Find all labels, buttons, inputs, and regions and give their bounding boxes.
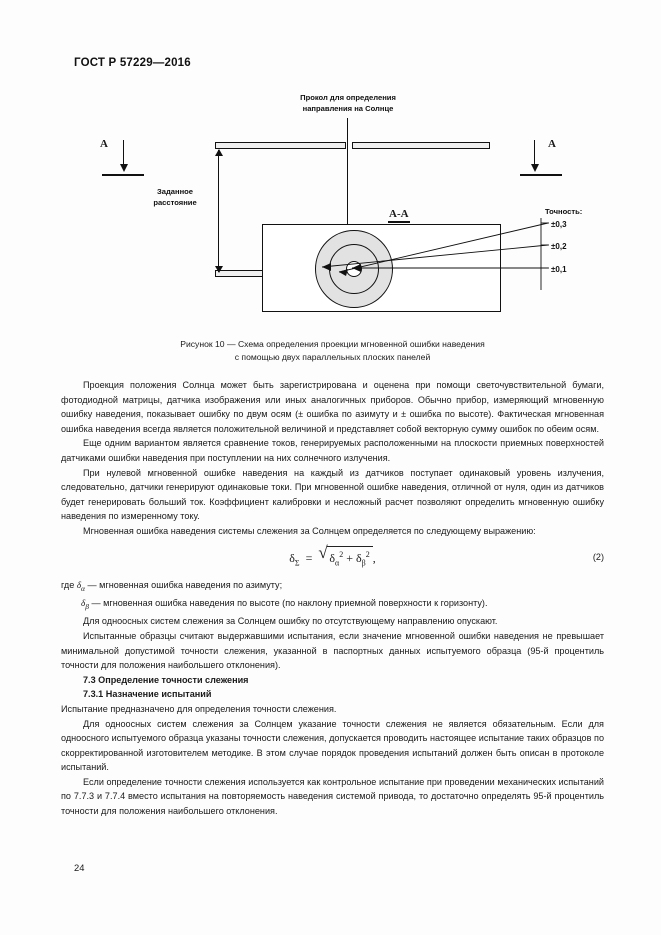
accuracy-ring-inner [346, 261, 362, 277]
paragraph-8: Для одноосных систем слежения за Солнцем указание точности слежения не является обязательным. Если для одноосного испытуемого образца указаны точности слежения, допускается проводить настоящее испытание таких образцов по скорректированной изготовителем методике. В этом случае порядок проведения испытаний должен быть описан в протоколе испытаний. [61, 718, 604, 773]
section-heading-7-3-1: 7.3.1 Назначение испытаний [83, 689, 212, 700]
paragraph-2: Еще одним вариантом является сравнение токов, генерируемых расположенными на плоскости приемных поверхностей датчиками ошибки наведения при поступлении на них солнечного излучения. [61, 438, 604, 463]
paragraph-1: Проекция положения Солнца может быть зарегистрирована и оценена при помощи светочувствительной бумаги, фотодиодной матрицы, датчика изображения или иных аналогичных приборов. Обычно прибор, измеряющий мгновенную ошибку наведения, показывает ошибку по двум осям (± ошибка по азимуту и ± ошибка по высоте). Фактическая мгновенная ошибка наведения всегда является положительной величиной и представляет собой векторную сумму ошибок по обеим осям. [61, 380, 604, 434]
section-arrow-head-left [120, 164, 128, 172]
section-view-frame [262, 224, 501, 312]
radical-icon: √ [318, 542, 328, 562]
where-text-beta: — мгновенная ошибка наведения по высоте (по наклону приемной поверхности к горизонту). [89, 597, 488, 608]
figure-caption-line1: Рисунок 10 — Схема определения проекции мгновенной ошибки наведения [180, 339, 485, 349]
where-intro: где [61, 579, 75, 590]
pinhole-label-line1: Прокол для определения [300, 93, 396, 102]
paragraph-3: При нулевой мгновенной ошибке наведения на каждый из датчиков поступает одинаковый уровень излучения, следовательно, датчики генерируют одинаковые токи. При мгновенной ошибке наведения, отличной от нуля, один из датчиков будет генерировать больший ток. Коэффициент калибровки и несложный расчет позволяют определить мгновенную ошибку наведения по измеренному току. [61, 467, 604, 522]
paragraph-6: Испытанные образцы считают выдержавшими испытания, если значение мгновенной ошибки наведения не превышает минимальной допустимой точности слежения, указанной в паспортных данных испытуемого образца (95-й процентиль точности для положения наибольшего отклонения). [61, 630, 604, 671]
paragraph-9: Если определение точности слежения используется как контрольное испытание при проведении механических испытаний по 7.7.3 и 7.7.4 вместо испытания на повторяемость наведения системой привода, то достаточно определять 95-й процентиль точности для положения наибольшего отклонения. [61, 776, 604, 817]
section-arrow-shaft-right [534, 140, 535, 166]
figure-caption [60, 338, 605, 363]
section-base-line-right [520, 174, 562, 176]
distance-dimension-arrow [218, 150, 219, 272]
page-number: 24 [74, 862, 85, 873]
top-panel-right-half [352, 142, 490, 149]
figure-10 [60, 90, 605, 335]
accuracy-value-0-2: ±0,2 [551, 242, 567, 251]
formula-2-row [61, 542, 604, 576]
top-panel-left-half [215, 142, 346, 149]
formula-variable-definitions [61, 578, 604, 615]
paragraph-4: Мгновенная ошибка наведения системы слежения за Солнцем определяется по следующему выражению: [83, 525, 536, 536]
pinhole-label [253, 92, 443, 114]
formula-number: (2) [592, 551, 604, 562]
where-line-alpha [61, 578, 604, 596]
distance-label-line1: Заданное [156, 187, 194, 196]
formula-2: $\delta_\Sigma$ = √ $\delta_\alpha^2 + \delta_\beta^2$ , [61, 546, 604, 571]
pinhole-label-line2: направления на Солнце [302, 104, 394, 113]
paragraph-7: Испытание предназначено для определения точности слежения. [61, 703, 337, 714]
accuracy-value-0-3: ±0,3 [551, 220, 567, 229]
section-letter-right: A [548, 138, 556, 150]
section-heading-7-3: 7.3 Определение точности слежения [83, 674, 249, 685]
standard-number-header: ГОСТ Р 57229—2016 [74, 57, 191, 69]
accuracy-value-0-1: ±0,1 [551, 265, 567, 274]
section-arrow-head-right [531, 164, 539, 172]
section-arrow-shaft-left [123, 140, 124, 166]
distance-label-line2: расстояние [153, 198, 197, 207]
accuracy-legend-title: Точность: [545, 207, 583, 216]
where-text-alpha: — мгновенная ошибка наведения по азимуту; [85, 579, 283, 590]
paragraph-5: Для одноосных систем слежения за Солнцем ошибку по отсутствующему направлению опускают. [83, 616, 498, 627]
section-letter-left: A [100, 138, 108, 150]
distance-label [134, 186, 216, 208]
where-line-beta [61, 596, 604, 614]
body-text [61, 378, 604, 819]
section-base-line-left [102, 174, 144, 176]
figure-caption-line2: с помощью двух параллельных плоских панелей [234, 351, 431, 362]
symbol-delta-beta: $\delta_\beta$ [81, 597, 90, 611]
section-view-title: A-A [388, 208, 410, 223]
symbol-delta-alpha: $\delta_\alpha$ [76, 579, 86, 593]
